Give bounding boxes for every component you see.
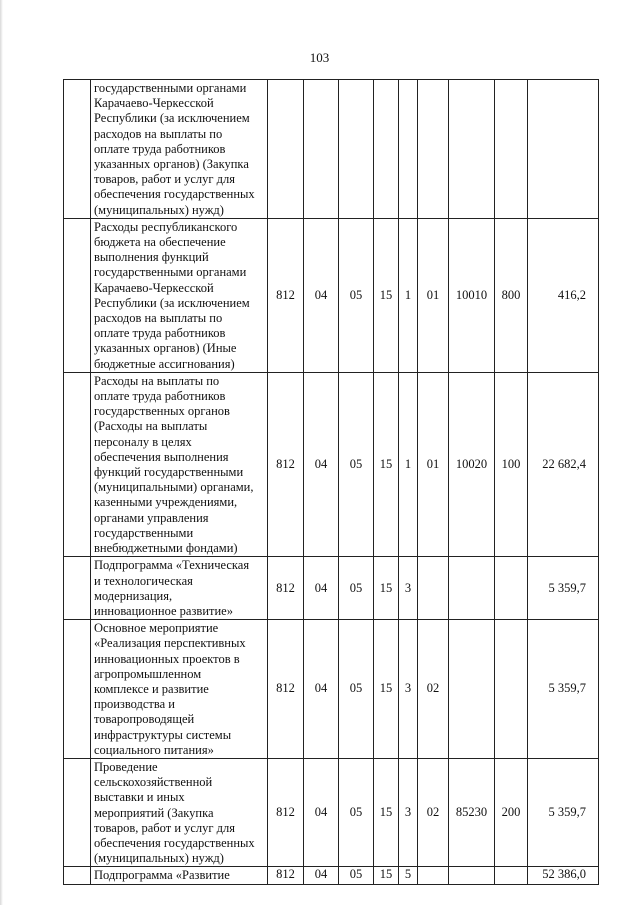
item-name-line: товаропроводящей bbox=[94, 712, 195, 727]
direction-code-cell: 10010 bbox=[449, 218, 495, 372]
grbs-code-cell: 812 bbox=[268, 218, 304, 372]
subprogram-code-cell bbox=[399, 80, 418, 219]
event-code-cell: 01 bbox=[418, 372, 449, 556]
program-code-cell: 15 bbox=[374, 372, 399, 556]
direction-code-cell bbox=[449, 867, 495, 884]
item-name-line: мероприятий (Закупка bbox=[94, 805, 214, 820]
item-name-line: указанных органов) (Закупка bbox=[94, 157, 249, 172]
item-name-line: Расходы на выплаты по bbox=[94, 373, 220, 388]
table-row bbox=[64, 620, 599, 759]
item-name-cell bbox=[91, 620, 268, 759]
item-name-line: и технологическая bbox=[94, 573, 193, 588]
item-name-line: Проведение bbox=[94, 759, 158, 774]
item-name-line: выполнения функций bbox=[94, 250, 209, 265]
direction-code-cell bbox=[449, 80, 495, 219]
item-name-line: инфраструктуры системы bbox=[94, 727, 232, 742]
row-number-cell bbox=[64, 620, 91, 759]
event-code-cell: 02 bbox=[418, 758, 449, 866]
expense-type-code-cell: 100 bbox=[495, 372, 528, 556]
item-name-line: товаров, работ и услуг для bbox=[94, 820, 236, 835]
item-name-line: государственных органов bbox=[94, 404, 230, 419]
grbs-code-cell bbox=[268, 80, 304, 219]
item-name-line: Карачаево-Черкесской bbox=[94, 96, 214, 111]
item-name-line: Карачаево-Черкесской bbox=[94, 280, 214, 295]
event-code-cell bbox=[418, 557, 449, 620]
table-row bbox=[64, 372, 599, 556]
item-name-line: персоналу в целях bbox=[94, 434, 192, 449]
direction-code-cell: 10020 bbox=[449, 372, 495, 556]
grbs-code-cell: 812 bbox=[268, 557, 304, 620]
item-name-line: государственными органами bbox=[94, 265, 247, 280]
direction-code-cell bbox=[449, 620, 495, 759]
subprogram-code-cell: 3 bbox=[399, 758, 418, 866]
expense-type-code-cell bbox=[495, 867, 528, 884]
item-name-line: (муниципальных) нужд) bbox=[94, 202, 224, 217]
item-name-line: Расходы республиканского bbox=[94, 219, 238, 234]
item-name-line: инновационное развитие» bbox=[94, 603, 233, 618]
subsection-code-cell: 05 bbox=[339, 557, 374, 620]
item-name-line: оплате труда работников bbox=[94, 326, 226, 341]
item-name-line: Подпрограмма «Техническая bbox=[94, 558, 250, 573]
subsection-code-cell: 05 bbox=[339, 372, 374, 556]
program-code-cell bbox=[374, 80, 399, 219]
table-row bbox=[64, 80, 599, 219]
subprogram-code-cell: 5 bbox=[399, 867, 418, 884]
item-name-line: (муниципальных) нужд) bbox=[94, 851, 224, 866]
table-row bbox=[64, 557, 599, 620]
subsection-code-cell: 05 bbox=[339, 620, 374, 759]
item-name-line: инновационных проектов в bbox=[94, 651, 240, 666]
grbs-code-cell: 812 bbox=[268, 758, 304, 866]
program-code-cell: 15 bbox=[374, 620, 399, 759]
subsection-code-cell bbox=[339, 80, 374, 219]
item-name-line: Республики (за исключением bbox=[94, 111, 250, 126]
item-name-line: бюджетные ассигнования) bbox=[94, 356, 235, 371]
expense-type-code-cell bbox=[495, 557, 528, 620]
item-name-line: обеспечения выполнения bbox=[94, 449, 229, 464]
item-name-line: (муниципальными) органами, bbox=[94, 480, 254, 495]
direction-code-cell: 85230 bbox=[449, 758, 495, 866]
item-name-line: выставки и иных bbox=[94, 790, 185, 805]
item-name-line: оплате труда работников bbox=[94, 141, 226, 156]
item-name-cell bbox=[91, 867, 268, 884]
row-number-cell bbox=[64, 557, 91, 620]
item-name-line: государственными bbox=[94, 525, 194, 540]
section-code-cell: 04 bbox=[304, 867, 339, 884]
expense-type-code-cell bbox=[495, 620, 528, 759]
amount-cell: 22 682,4 bbox=[528, 372, 599, 556]
item-name-line: Основное мероприятие bbox=[94, 621, 219, 636]
expense-type-code-cell: 800 bbox=[495, 218, 528, 372]
item-name-cell bbox=[91, 758, 268, 866]
subprogram-code-cell: 1 bbox=[399, 218, 418, 372]
program-code-cell: 15 bbox=[374, 867, 399, 884]
subsection-code-cell: 05 bbox=[339, 218, 374, 372]
item-name-line: сельскохозяйственной bbox=[94, 775, 213, 790]
item-name-line: казенными учреждениями, bbox=[94, 495, 238, 510]
item-name-line: расходов на выплаты по bbox=[94, 311, 223, 326]
section-code-cell: 04 bbox=[304, 557, 339, 620]
row-number-cell bbox=[64, 372, 91, 556]
item-name-cell bbox=[91, 80, 268, 219]
item-name-cell bbox=[91, 372, 268, 556]
item-name-line: государственными органами bbox=[94, 81, 247, 95]
subprogram-code-cell: 1 bbox=[399, 372, 418, 556]
item-name-line: «Реализация перспективных bbox=[94, 636, 246, 651]
event-code-cell: 02 bbox=[418, 620, 449, 759]
amount-cell: 52 386,0 bbox=[528, 867, 599, 884]
item-name-line: обеспечения государственных bbox=[94, 187, 255, 202]
item-name-line: расходов на выплаты по bbox=[94, 126, 223, 141]
subprogram-code-cell: 3 bbox=[399, 557, 418, 620]
item-name-line: комплексе и развитие bbox=[94, 681, 209, 696]
amount-cell bbox=[528, 80, 599, 219]
expense-type-code-cell: 200 bbox=[495, 758, 528, 866]
item-name-line: указанных органов) (Иные bbox=[94, 341, 237, 356]
program-code-cell: 15 bbox=[374, 218, 399, 372]
amount-cell: 416,2 bbox=[528, 218, 599, 372]
item-name-line: модернизация, bbox=[94, 588, 173, 603]
table-row bbox=[64, 867, 599, 884]
item-name-line: Подпрограмма «Развитие bbox=[94, 868, 230, 883]
section-code-cell: 04 bbox=[304, 620, 339, 759]
item-name-line: бюджета на обеспечение bbox=[94, 235, 226, 250]
item-name-line: агропромышленном bbox=[94, 666, 202, 681]
grbs-code-cell: 812 bbox=[268, 867, 304, 884]
item-name-line: обеспечения государственных bbox=[94, 835, 255, 850]
row-number-cell bbox=[64, 218, 91, 372]
item-name-line: Республики (за исключением bbox=[94, 295, 250, 310]
item-name-line: социального питания» bbox=[94, 742, 214, 757]
section-code-cell bbox=[304, 80, 339, 219]
amount-cell: 5 359,7 bbox=[528, 758, 599, 866]
section-code-cell: 04 bbox=[304, 758, 339, 866]
item-name-cell bbox=[91, 557, 268, 620]
grbs-code-cell: 812 bbox=[268, 372, 304, 556]
table-row bbox=[64, 758, 599, 866]
page-number: 103 bbox=[309, 50, 330, 65]
item-name-line: производства и bbox=[94, 697, 175, 712]
item-name-line: внебюджетными фондами) bbox=[94, 541, 238, 556]
item-name-line: (Расходы на выплаты bbox=[94, 419, 208, 434]
event-code-cell bbox=[418, 80, 449, 219]
amount-cell: 5 359,7 bbox=[528, 620, 599, 759]
row-number-cell bbox=[64, 80, 91, 219]
subsection-code-cell: 05 bbox=[339, 758, 374, 866]
item-name-line: органами управления bbox=[94, 510, 209, 525]
section-code-cell: 04 bbox=[304, 372, 339, 556]
program-code-cell: 15 bbox=[374, 557, 399, 620]
subprogram-code-cell: 3 bbox=[399, 620, 418, 759]
item-name-line: оплате труда работников bbox=[94, 389, 226, 404]
event-code-cell: 01 bbox=[418, 218, 449, 372]
grbs-code-cell: 812 bbox=[268, 620, 304, 759]
subsection-code-cell: 05 bbox=[339, 867, 374, 884]
item-name-cell bbox=[91, 218, 268, 372]
section-code-cell: 04 bbox=[304, 218, 339, 372]
table-row bbox=[64, 218, 599, 372]
item-name-line: товаров, работ и услуг для bbox=[94, 172, 236, 187]
expense-type-code-cell bbox=[495, 80, 528, 219]
row-number-cell bbox=[64, 867, 91, 884]
amount-cell: 5 359,7 bbox=[528, 557, 599, 620]
row-number-cell bbox=[64, 758, 91, 866]
budget-table bbox=[63, 79, 599, 885]
budget-table-body bbox=[64, 80, 599, 885]
item-name-line: функций государственными bbox=[94, 465, 244, 480]
direction-code-cell bbox=[449, 557, 495, 620]
program-code-cell: 15 bbox=[374, 758, 399, 866]
event-code-cell bbox=[418, 867, 449, 884]
page-edge-shadow bbox=[0, 0, 3, 905]
